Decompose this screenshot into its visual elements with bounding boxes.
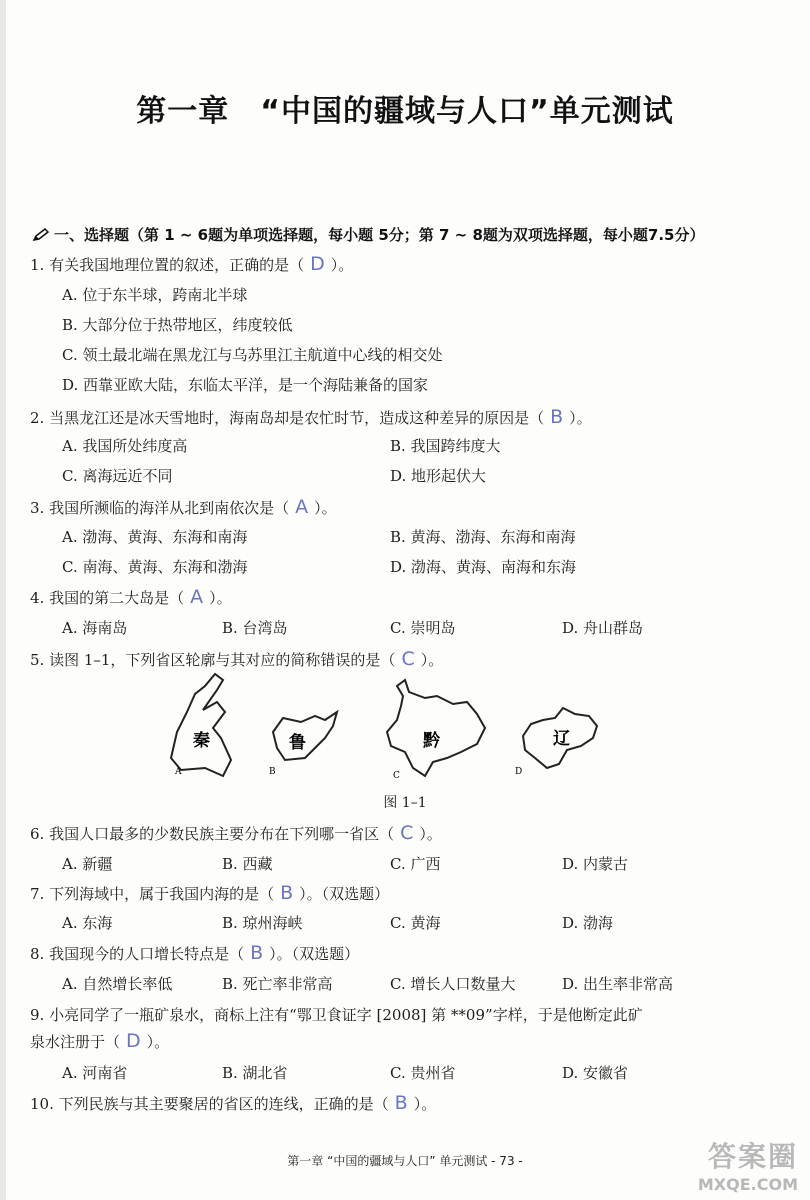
question-2: 2. 当黑龙江还是冰天雪地时，海南岛却是农忙时节，造成这种差异的原因是（ B ）。 [30,406,592,428]
option: D. 舟山群岛 [562,619,644,637]
province-outline-figure [165,672,615,792]
question-3: 3. 我国所濒临的海洋从北到南依次是（ A ）。 [30,496,337,518]
option: C. 增长人口数量大 [390,975,516,993]
option: A. 我国所处纬度高 [62,437,188,455]
option: D. 渤海 [562,914,614,932]
province-map-a [171,674,231,777]
handwritten-answer: B [280,882,294,904]
handwritten-answer: A [190,586,204,608]
option: B. 我国跨纬度大 [390,437,501,455]
handwritten-answer: D [126,1030,141,1052]
province-map-b [269,712,337,777]
province-map-d [515,708,597,777]
option: D. 内蒙古 [562,855,629,873]
option: B. 黄海、渤海、东海和南海 [390,528,576,546]
option: A. 河南省 [62,1064,128,1082]
option: B. 琼州海峡 [222,914,303,932]
option: B. 台湾岛 [222,619,288,637]
watermark-logo: 答案圈 [707,1140,798,1173]
option: D. 出生率非常高 [562,975,674,993]
section-heading [32,224,704,245]
handwritten-answer: B [250,942,264,964]
option: A. 自然增长率低 [62,975,173,993]
map-letter: A [175,767,182,777]
option: D. 渤海、黄海、南海和东海 [390,558,577,576]
map-abbr: 鲁 [289,733,306,753]
option: C. 贵州省 [390,1064,456,1082]
option: C. 黄海 [390,914,441,932]
map-abbr: 黔 [423,731,440,751]
option: B. 死亡率非常高 [222,975,333,993]
question-1: 1. 有关我国地理位置的叙述，正确的是（ D ）。 [30,253,354,275]
map-letter: D [515,767,523,777]
option: B. 大部分位于热带地区，纬度较低 [62,316,293,334]
question-10: 10. 下列民族与其主要聚居的省区的连线，正确的是（ B ）。 [30,1092,437,1114]
page-footer: 第一章 “中国的疆域与人口” 单元测试 - 73 - [287,1154,523,1168]
option: A. 渤海、黄海、东海和南海 [62,528,248,546]
question-9: 9. 小亮同学了一瓶矿泉水，商标上注有“鄂卫食证字 [2008] 第 **09”字样，于是他断定此矿 [30,1006,643,1024]
option: D. 西靠亚欧大陆，东临太平洋，是一个海陆兼备的国家 [62,376,429,394]
handwritten-answer: A [295,496,309,518]
option: A. 新疆 [62,855,113,873]
option: A. 东海 [62,914,113,932]
question-7: 7. 下列海域中，属于我国内海的是（ B ）。（双选题） [30,882,390,904]
page-title: 第一章 “中国的疆域与人口”单元测试 [136,94,674,129]
map-abbr: 辽 [553,729,570,749]
section-heading-text: 一、选择题（第 1 ~ 6题为单项选择题，每小题 5分；第 7 ~ 8题为双项选择题，每小题7.5分） [54,226,705,244]
handwritten-answer: B [394,1092,408,1114]
handwritten-answer: B [550,406,564,428]
option: C. 广西 [390,855,441,873]
province-map-c [387,680,485,781]
page-edge [0,0,6,1200]
option: A. 位于东半球，跨南北半球 [62,286,248,304]
map-abbr: 秦 [193,731,210,751]
watermark-url: MXQE.COM [697,1175,798,1194]
option: C. 离海远近不同 [62,467,173,485]
option: C. 领土最北端在黑龙江与乌苏里江主航道中心线的相交处 [62,346,443,364]
option: B. 湖北省 [222,1064,288,1082]
option: D. 地形起伏大 [390,467,487,485]
handwritten-answer: C [401,648,415,670]
question-9-line-2: 泉水注册于（ D ）。 [30,1030,170,1052]
figure-caption: 图 1–1 [383,795,427,811]
question-6: 6. 我国人口最多的少数民族主要分布在下列哪一省区（ C ）。 [30,822,442,844]
handwritten-answer: C [400,822,414,844]
option: B. 西藏 [222,855,273,873]
option: C. 崇明岛 [390,619,456,637]
option: C. 南海、黄海、东海和渤海 [62,558,248,576]
map-letter: C [393,771,400,781]
question-5: 5. 读图 1–1，下列省区轮廓与其对应的简称错误的是（ C ）。 [30,648,444,670]
question-8: 8. 我国现今的人口增长特点是（ B ）。（双选题） [30,942,360,964]
watermark [698,1135,798,1194]
option: D. 安徽省 [562,1064,629,1082]
pencil-icon [32,228,50,242]
handwritten-answer: D [310,253,325,275]
option: A. 海南岛 [62,619,128,637]
question-4: 4. 我国的第二大岛是（ A ）。 [30,586,232,608]
map-letter: B [269,767,276,777]
